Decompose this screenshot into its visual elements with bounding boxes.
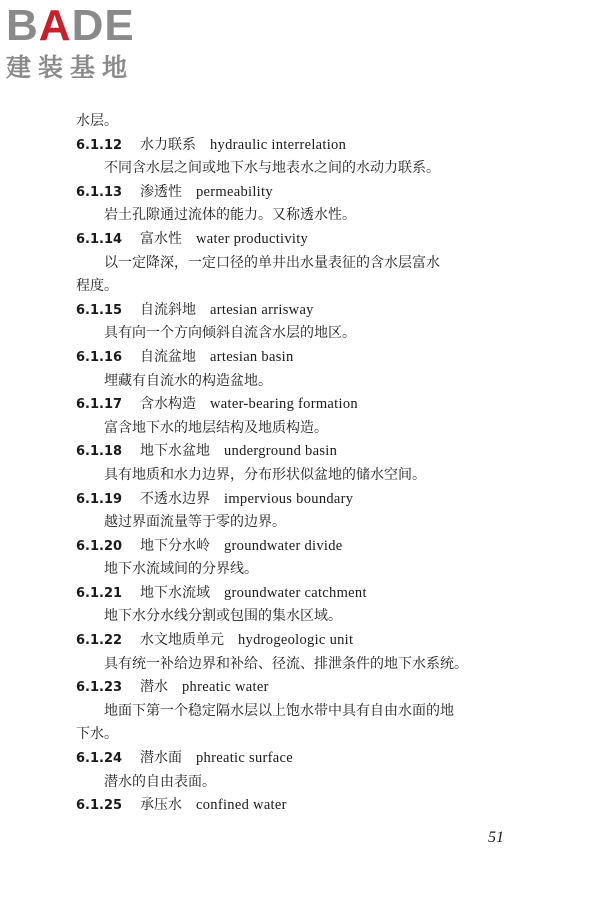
term-definition: 下水。	[76, 726, 118, 743]
term-chinese: 承压水	[140, 797, 182, 814]
term-chinese: 渗透性	[140, 183, 182, 200]
term-english: water productivity	[196, 230, 309, 247]
glossary-term	[76, 747, 526, 771]
term-chinese: 地下水流域	[140, 584, 210, 601]
term-definition: 潜水的自由表面。	[104, 773, 216, 790]
term-number: 6.1.14	[76, 231, 123, 247]
term-chinese: 不透水边界	[140, 490, 210, 507]
logo-letter-a: A	[38, 1, 72, 50]
term-definition: 具有向一个方向倾斜自流含水层的地区。	[104, 325, 356, 342]
glossary-term	[76, 440, 526, 464]
term-definition: 地下水分水线分割或包围的集水区域。	[104, 608, 342, 625]
term-english: hydrogeologic unit	[238, 632, 354, 649]
glossary-term	[76, 794, 526, 818]
term-chinese: 水文地质单元	[140, 632, 224, 649]
term-english: hydraulic interrelation	[210, 136, 347, 153]
publisher-logo	[6, 1, 176, 88]
glossary-term	[76, 299, 526, 323]
term-english: underground basin	[224, 443, 338, 460]
term-number: 6.1.17	[76, 397, 123, 413]
term-number: 6.1.18	[76, 444, 123, 460]
term-number: 6.1.24	[76, 751, 123, 767]
term-definition: 地面下第一个稳定隔水层以上饱水带中具有自由水面的地	[104, 702, 454, 719]
glossary-entries	[76, 134, 526, 818]
term-chinese: 潜水面	[140, 750, 182, 767]
term-chinese: 自流盆地	[140, 348, 196, 365]
term-number: 6.1.21	[76, 585, 123, 601]
glossary-term	[76, 228, 526, 252]
logo-wordmark	[6, 1, 176, 50]
term-number: 6.1.22	[76, 633, 123, 649]
term-number: 6.1.12	[76, 137, 123, 153]
continuation-text: 水层。	[76, 113, 118, 129]
page-number: 51	[488, 829, 504, 846]
glossary-term	[76, 676, 526, 700]
term-english: water-bearing formation	[210, 396, 358, 413]
term-number: 6.1.23	[76, 680, 123, 696]
term-english: permeability	[196, 183, 273, 200]
term-english: confined water	[196, 797, 287, 814]
glossary-term	[76, 488, 526, 512]
logo-letters-de: DE	[71, 1, 135, 50]
glossary-term	[76, 629, 526, 653]
term-definition: 岩土孔隙通过流体的能力。又称透水性。	[104, 207, 356, 224]
term-english: artesian basin	[210, 348, 294, 365]
logo-subtitle: 建装基地	[6, 53, 135, 82]
term-english: groundwater divide	[224, 537, 343, 554]
glossary-term	[76, 582, 526, 606]
term-number: 6.1.15	[76, 302, 123, 318]
term-definition: 越过界面流量等于零的边界。	[104, 514, 286, 531]
term-number: 6.1.16	[76, 349, 123, 365]
term-chinese: 水力联系	[140, 136, 196, 153]
term-number: 6.1.25	[76, 798, 123, 814]
glossary-body	[76, 110, 526, 818]
term-number: 6.1.19	[76, 491, 123, 507]
term-chinese: 含水构造	[140, 396, 196, 413]
glossary-term	[76, 181, 526, 205]
term-definition: 埋藏有自流水的构造盆地。	[104, 372, 272, 389]
term-chinese: 地下分水岭	[140, 537, 210, 554]
glossary-term	[76, 134, 526, 158]
glossary-term	[76, 393, 526, 417]
term-chinese: 富水性	[140, 230, 182, 247]
term-definition: 具有地质和水力边界，分布形状似盆地的储水空间。	[104, 466, 426, 483]
glossary-term	[76, 535, 526, 559]
term-definition: 不同含水层之间或地下水与地表水之间的水动力联系。	[104, 160, 440, 177]
term-english: groundwater catchment	[224, 584, 367, 601]
glossary-term	[76, 346, 526, 370]
term-definition: 富含地下水的地层结构及地质构造。	[104, 419, 328, 436]
term-english: phreatic water	[182, 679, 269, 696]
logo-letter-b: B	[6, 1, 39, 50]
term-english: impervious boundary	[224, 490, 354, 507]
term-definition: 以一定降深，一定口径的单井出水量表征的含水层富水	[104, 254, 440, 271]
term-english: phreatic surface	[196, 750, 293, 767]
term-chinese: 潜水	[140, 679, 168, 696]
term-definition: 程度。	[76, 278, 118, 295]
term-definition: 具有统一补给边界和补给、径流、排泄条件的地下水系统。	[104, 655, 468, 672]
term-english: artesian arrisway	[210, 301, 314, 318]
term-chinese: 自流斜地	[140, 301, 196, 318]
term-chinese: 地下水盆地	[140, 443, 210, 460]
term-number: 6.1.20	[76, 538, 123, 554]
term-number: 6.1.13	[76, 184, 123, 200]
term-definition: 地下水流域间的分界线。	[104, 561, 258, 578]
